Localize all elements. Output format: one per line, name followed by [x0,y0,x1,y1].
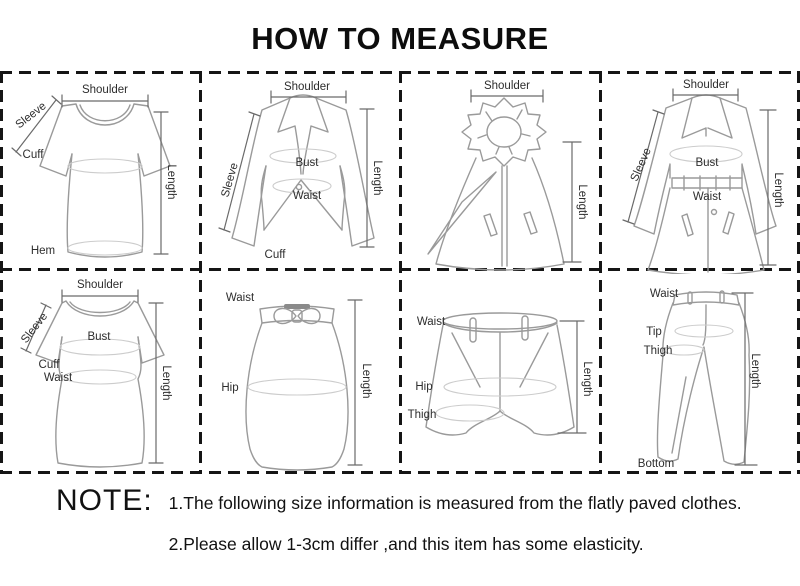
label-hem: Hem [30,245,56,257]
label-cuff: Cuff [264,249,286,261]
label-length: Length [360,363,372,399]
label-waist: Waist [416,316,446,328]
label-length: Length [165,164,177,200]
label-thigh: Thigh [643,345,673,357]
label-hip: Hip [415,381,433,393]
panel-pants [600,271,800,471]
label-cuff: Cuff [38,359,60,371]
label-bust: Bust [87,331,111,343]
label-cuff: Cuff [22,149,44,161]
label-shoulder: Shoulder [76,279,124,291]
note-lines [169,494,742,553]
label-bust: Bust [295,157,319,169]
label-sleeve: Sleeve [19,310,51,346]
label-shoulder: Shoulder [283,81,331,93]
label-length: Length [581,361,593,397]
label-length: Length [576,184,588,220]
label-sleeve: Sleeve [219,161,241,199]
label-shoulder: Shoulder [682,79,730,91]
label-length: Length [772,172,784,208]
panel-blazer [200,74,400,274]
label-waist: Waist [225,292,255,304]
label-waist: Waist [692,191,722,203]
panel-furcoat [400,74,600,274]
label-sleeve: Sleeve [628,146,654,184]
label-shoulder: Shoulder [81,84,129,96]
page-title: HOW TO MEASURE [251,21,549,56]
label-waist: Waist [43,372,73,384]
label-length: Length [749,353,761,389]
label-waist: Waist [649,288,679,300]
panel-trench [600,74,800,274]
note-line-2: 2.Please allow 1-3cm differ ,and this item has some elasticity. [168,534,644,554]
label-hip: Hip [221,382,239,394]
panel-shorts [400,271,600,471]
panel-tshirt [0,74,200,274]
label-bust: Bust [695,157,719,169]
label-thigh: Thigh [407,409,437,421]
measure-grid [0,71,800,474]
note-label: NOTE: [56,484,153,517]
label-shoulder: Shoulder [483,80,531,92]
panel-skirt [200,271,400,471]
label-bottom: Bottom [637,458,675,470]
label-length: Length [371,160,383,196]
label-waist: Waist [292,190,322,202]
panel-dress [0,271,200,471]
label-length: Length [160,365,172,401]
label-tip: Tip [646,326,662,338]
label-sleeve: Sleeve [13,100,49,132]
note-section [56,484,742,553]
note-line-1: 1.The following size information is measured from the flatly paved clothes. [168,493,742,513]
